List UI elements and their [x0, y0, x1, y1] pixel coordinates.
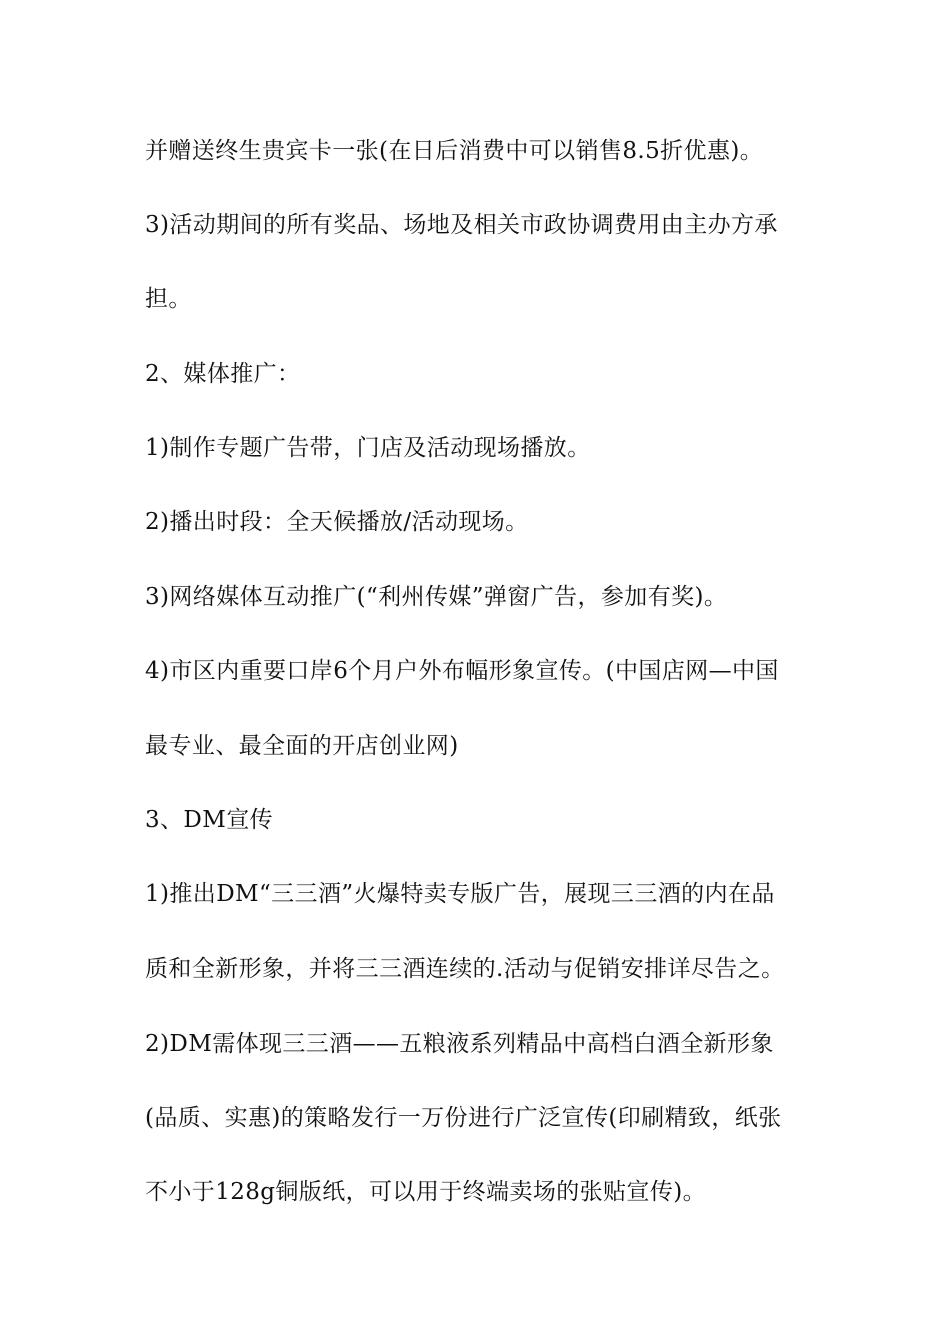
text-line: 质和全新形象，并将三三酒连续的.活动与促销安排详尽告之。 — [145, 956, 785, 982]
section-heading: 3、DM宣传 — [145, 807, 274, 833]
text-line: 4)市区内重要口岸6个月户外布幅形象宣传。(中国店网—中国 — [145, 658, 779, 684]
text-line: 担。 — [145, 286, 192, 312]
section-heading: 2、媒体推广： — [145, 361, 301, 387]
text-line: 1)推出DM“三三酒”火爆特卖专版广告，展现三三酒的内在品 — [145, 881, 775, 907]
text-line: 并赠送终生贵宾卡一张(在日后消费中可以销售8.5折优惠)。 — [145, 138, 764, 164]
text-line: (品质、实惠)的策略发行一万份进行广泛宣传(印刷精致，纸张 — [145, 1105, 782, 1131]
text-line: 1)制作专题广告带，门店及活动现场播放。 — [145, 435, 591, 461]
text-line: 最专业、最全面的开店创业网) — [145, 733, 459, 759]
text-line: 2)播出时段：全天候播放/活动现场。 — [145, 509, 529, 535]
text-line: 3)网络媒体互动推广(“利州传媒”弹窗广告，参加有奖)。 — [145, 584, 728, 610]
text-line: 3)活动期间的所有奖品、场地及相关市政协调费用由主办方承 — [145, 212, 778, 238]
text-line: 2)DM需体现三三酒——五粮液系列精品中高档白酒全新形象 — [145, 1031, 774, 1057]
text-line: 不小于128g铜版纸，可以用于终端卖场的张贴宣传)。 — [145, 1179, 706, 1205]
